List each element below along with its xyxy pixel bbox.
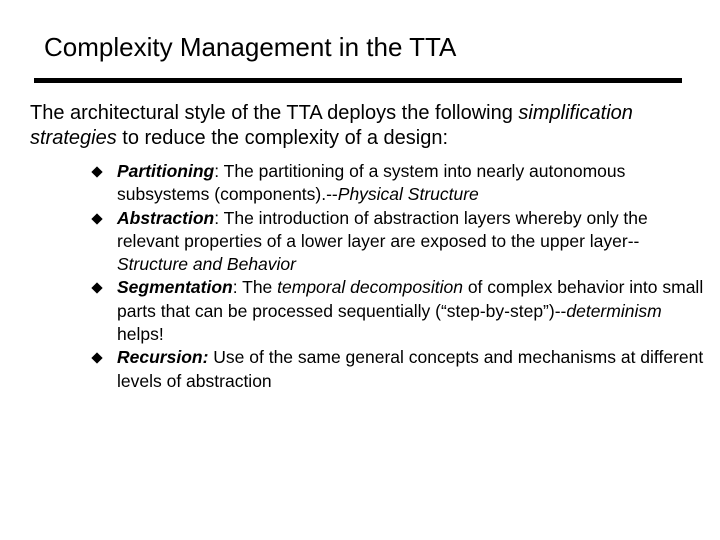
intro-paragraph xyxy=(30,101,700,151)
partitioning-emphasis: Physical Structure xyxy=(337,184,479,205)
term-recursion: Recursion: xyxy=(117,347,209,368)
term-abstraction: Abstraction xyxy=(117,207,215,228)
title-divider xyxy=(34,78,682,83)
segmentation-emphasis-2: determinism xyxy=(566,300,662,321)
intro-emphasis: simplification strategies xyxy=(30,102,633,149)
strategy-list xyxy=(90,160,710,393)
diamond-bullet-icon xyxy=(91,213,102,224)
list-item-recursion xyxy=(90,346,710,393)
intro-text-start: The architectural style of the TTA deploys the following xyxy=(30,102,519,124)
diamond-bullet-icon xyxy=(91,353,102,364)
slide-title: Complexity Management in the TTA xyxy=(44,32,457,62)
partitioning-text: : The partitioning of a system into nearly autonomous subsystems (components).-- xyxy=(117,161,626,205)
diamond-bullet-icon xyxy=(91,166,102,177)
abstraction-text: : The introduction of abstraction layers whereby only the relevant properties of a lower layer are exposed to the upper layer-- xyxy=(117,207,648,251)
list-item-segmentation xyxy=(90,276,710,346)
list-item-partitioning xyxy=(90,160,710,207)
term-segmentation: Segmentation xyxy=(117,277,233,298)
diamond-bullet-icon xyxy=(91,283,102,294)
segmentation-emphasis-1: temporal decomposition xyxy=(277,277,463,298)
segmentation-text-2: of complex behavior into small parts that can be processed sequentially (“step-by-step”)-- xyxy=(117,277,704,321)
recursion-text: Use of the same general concepts and mechanisms at different levels of abstraction xyxy=(117,347,704,391)
intro-text-end: to reduce the complexity of a design: xyxy=(116,127,449,149)
segmentation-text-1: : The xyxy=(232,277,278,298)
segmentation-text-3: helps! xyxy=(117,324,164,345)
term-partitioning: Partitioning xyxy=(117,161,215,181)
abstraction-emphasis: Structure and Behavior xyxy=(117,254,296,275)
list-item-abstraction xyxy=(90,207,710,277)
